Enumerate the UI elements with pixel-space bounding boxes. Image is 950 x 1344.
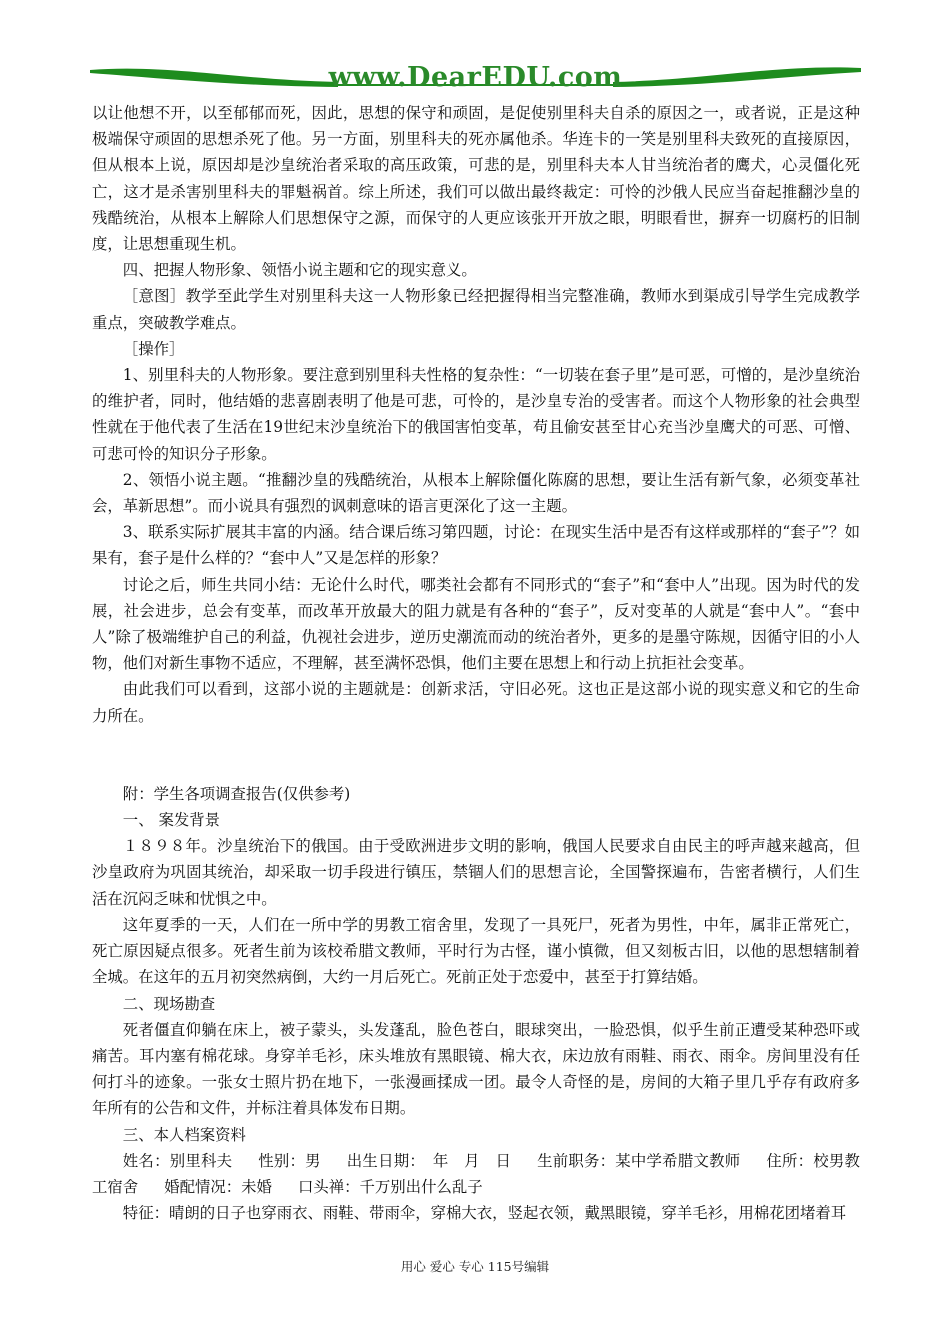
paragraph: 以让他想不开，以至郁郁而死，因此，思想的保守和顽固，是促使别里科夫自杀的原因之一，或者说，正是这种极端保守顽固的思想杀死了他。另一方面，别里科夫的死亦属他杀。华连卡的一笑是别里科夫致死的直接原因，但从根本上说，原因却是沙皇统治者采取的高压政策，可悲的是，别里科夫本人甘当统治者的鹰犬，心灵僵化死亡，这才是杀害别里科夫的罪魁祸首。综上所述，我们可以做出最终裁定：可怜的沙俄人民应当奋起推翻沙皇的残酷统治，从根本上解除人们思想保守之源，而保守的人更应该张开开放之眼，明眼看世，摒弃一切腐朽的旧制度，让思想重现生机。 xyxy=(92,104,860,254)
paragraph: 3、联系实际扩展其丰富的内涵。结合课后练习第四题，讨论：在现实生活中是否有这样或那样的“套子”？如果有，套子是什么样的？“套中人”又是怎样的形象？ xyxy=(92,523,860,568)
paragraph: 这年夏季的一天，人们在一所中学的男教工宿舍里，发现了一具死尸，死者为男性，中年，属非正常死亡，死亡原因疑点很多。死者生前为该校希腊文教师，平时行为古怪，谨小慎微，但又刻板古旧，以他的思想辖制着全城。在这年的五月初突然病倒，大约一月后死亡。死前正处于恋爱中，甚至于打算结婚。 xyxy=(92,915,860,987)
spacer xyxy=(92,729,860,781)
profile-gender: 性别：男 xyxy=(258,1151,321,1170)
document-body xyxy=(92,100,860,1226)
site-logo-text: www.DearEDU.com xyxy=(328,62,623,93)
section-heading: 二、现场勘查 xyxy=(122,994,216,1013)
profile-residence: 住所：校男教工宿舍 xyxy=(92,1151,860,1196)
profile-features: 特征：晴朗的日子也穿雨衣、雨鞋、带雨伞，穿棉大衣，竖起衣领，戴黑眼镜，穿羊毛衫，用棉花团堵着耳 xyxy=(122,1204,847,1223)
label-operation: ［操作］ xyxy=(122,339,185,358)
paragraph: 1、别里科夫的人物形象。要注意到别里科夫性格的复杂性：“一切装在套子里”是可恶，可憎的，是沙皇统治的维护者，同时，他结婚的悲喜剧表明了他是可悲，可怜的，是沙皇专治的受害者。而这个人物形象的社会典型性就在于他代表了生活在19世纪末沙皇统治下的俄国害怕变革，苟且偷安甚至甘心充当沙皇鹰犬的可恶、可憎、可悲可怜的知识分子形象。 xyxy=(92,366,860,463)
profile-fields xyxy=(92,1148,860,1200)
paragraph: ［意图］教学至此学生对别里科夫这一人物形象已经把握得相当完整准确，教师水到渠成引导学生完成教学重点，突破教学难点。 xyxy=(92,287,860,332)
profile-marriage: 婚配情况：未婚 xyxy=(164,1177,272,1196)
appendix-title: 附：学生各项调查报告(仅供参考) xyxy=(122,784,351,803)
profile-birth: 出生日期： 年 月 日 xyxy=(346,1151,512,1170)
profile-name: 姓名：别里科夫 xyxy=(122,1151,233,1170)
section-heading: 一、 案发背景 xyxy=(122,811,221,830)
paragraph: 2、领悟小说主题。“推翻沙皇的残酷统治，从根本上解除僵化陈腐的思想，要让生活有新气象，必须变革社会，革新思想”。而小说具有强烈的讽刺意味的语言更深化了这一主题。 xyxy=(92,470,860,516)
profile-catchphrase: 口头禅：千万别出什么乱子 xyxy=(297,1177,483,1196)
section-heading: 四、把握人物形象、领悟小说主题和它的现实意义。 xyxy=(122,261,477,280)
section-heading: 三、本人档案资料 xyxy=(122,1125,246,1144)
paragraph: 由此我们可以看到，这部小说的主题就是：创新求活，守旧必死。这也正是这部小说的现实意义和它的生命力所在。 xyxy=(92,680,860,725)
page-footer: 用心 爱心 专心 115号编辑 xyxy=(400,1259,550,1274)
paragraph: １８９８年。沙皇统治下的俄国。由于受欧洲进步文明的影响，俄国人民要求自由民主的呼声越来越高，但沙皇政府为巩固其统治，却采取一切手段进行镇压，禁锢人们的思想言论，全国警探遍布，告密者横行，人们生活在沉闷乏味和忧惧之中。 xyxy=(92,837,860,908)
site-header xyxy=(88,58,863,102)
profile-job: 生前职务：某中学希腊文教师 xyxy=(537,1151,741,1170)
paragraph: 死者僵直仰躺在床上，被子蒙头，头发蓬乱，脸色苍白，眼球突出，一脸恐惧，似乎生前正遭受某种恐吓或痛苦。耳内塞有棉花球。身穿羊毛衫，床头堆放有黑眼镜、棉大衣，床边放有雨鞋、雨衣、雨伞。房间里没有任何打斗的迹象。一张女士照片扔在地下，一张漫画揉成一团。最令人奇怪的是，房间的大箱子里几乎存有政府多年所有的公告和文件，并标注着具体发布日期。 xyxy=(92,1020,860,1118)
paragraph: 讨论之后，师生共同小结：无论什么时代，哪类社会都有不同形式的“套子”和“套中人”出现。因为时代的发展，社会进步，总会有变革，而改革开放最大的阻力就是有各种的“套子”，反对变革的人就是“套中人”。“套中人”除了极端维护自己的利益，仇视社会进步，逆历史潮流而动的统治者外，更多的是墨守陈规，因循守旧的小人物，他们对新生事物不适应，不理解，甚至满怀恐惧，他们主要在思想上和行动上抗拒社会变革。 xyxy=(92,575,860,673)
